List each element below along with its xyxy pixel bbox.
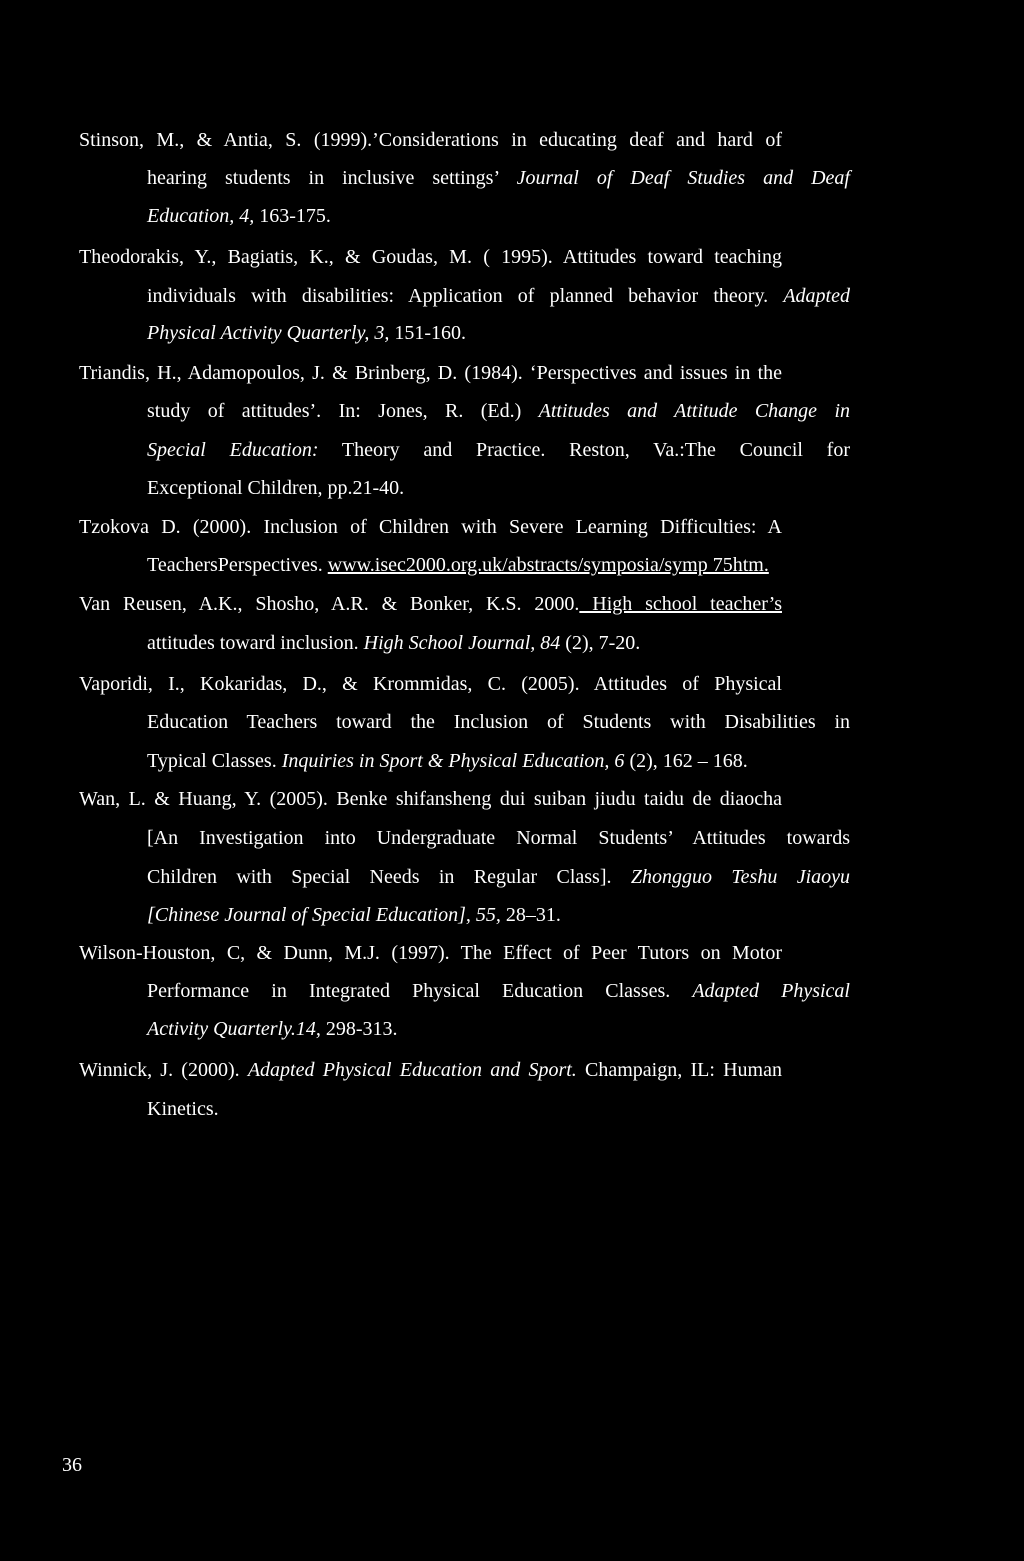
reference-wan-line-2: [An Investigation into Undergraduate Normal Students’ Attitudes towards: [147, 827, 850, 849]
journal-title: Journal of Deaf Studies and Deaf: [516, 167, 850, 189]
reference-triandis-line-1: Triandis, H., Adamopoulos, J. & Brinberg, D. (1984). ‘Perspectives and issues in the: [79, 362, 782, 384]
reference-url-link[interactable]: www.isec2000.org.uk/abstracts/symposia/symp 75htm.: [327, 554, 769, 576]
reference-winnick-line-1: Winnick, J. (2000). Adapted Physical Education and Sport. Champaign, IL: Human: [79, 1059, 782, 1081]
reference-stinson-line-1: Stinson, M., & Antia, S. (1999).’Considerations in educating deaf and hard of: [79, 129, 782, 151]
reference-wan-line-4: [Chinese Journal of Special Education], 55, 28–31.: [147, 904, 561, 926]
reference-triandis-line-3: Special Education: Theory and Practice. Reston, Va.:The Council for: [147, 439, 850, 461]
reference-wan-line-3: Children with Special Needs in Regular Class]. Zhongguo Teshu Jiaoyu: [147, 866, 850, 888]
reference-vaporidi-line-1: Vaporidi, I., Kokaridas, D., & Krommidas, C. (2005). Attitudes of Physical: [79, 673, 782, 695]
reference-stinson-line-2: hearing students in inclusive settings’ Journal of Deaf Studies and Deaf: [147, 167, 850, 189]
reference-wilson-line-3: Activity Quarterly.14, 298-313.: [147, 1018, 398, 1040]
reference-wilson-line-2: Performance in Integrated Physical Education Classes. Adapted Physical: [147, 980, 850, 1002]
reference-winnick-line-2: Kinetics.: [147, 1098, 219, 1120]
reference-wan-line-1: Wan, L. & Huang, Y. (2005). Benke shifansheng dui suiban jiudu taidu de diaocha: [79, 788, 782, 810]
reference-tzokova-line-1: Tzokova D. (2000). Inclusion of Children with Severe Learning Difficulties: A: [79, 516, 782, 538]
reference-tzokova-line-2: TeachersPerspectives. www.isec2000.org.uk/abstracts/symposia/symp 75htm.: [147, 554, 769, 576]
reference-theodorakis-line-1: Theodorakis, Y., Bagiatis, K., & Goudas, M. ( 1995). Attitudes toward teaching: [79, 246, 782, 268]
reference-triandis-line-2: study of attitudes’. In: Jones, R. (Ed.) Attitudes and Attitude Change in: [147, 400, 850, 422]
reference-vaporidi-line-2: Education Teachers toward the Inclusion of Students with Disabilities in: [147, 711, 850, 733]
reference-vanreusen-line-1: Van Reusen, A.K., Shosho, A.R. & Bonker, K.S. 2000. High school teacher’s: [79, 593, 782, 615]
reference-stinson-line-3: Education, 4, 163-175.: [147, 205, 331, 227]
reference-vaporidi-line-3: Typical Classes. Inquiries in Sport & Physical Education, 6 (2), 162 – 168.: [147, 750, 748, 772]
reference-vanreusen-line-2: attitudes toward inclusion. High School Journal, 84 (2), 7-20.: [147, 632, 641, 654]
reference-theodorakis-line-2: individuals with disabilities: Application of planned behavior theory. Adapted: [147, 285, 850, 307]
reference-theodorakis-line-3: Physical Activity Quarterly, 3, 151-160.: [147, 322, 467, 344]
page-number: 36: [62, 1454, 82, 1476]
reference-triandis-line-4: Exceptional Children, pp.21-40.: [147, 477, 405, 499]
reference-wilson-line-1: Wilson-Houston, C, & Dunn, M.J. (1997). The Effect of Peer Tutors on Motor: [79, 942, 782, 964]
